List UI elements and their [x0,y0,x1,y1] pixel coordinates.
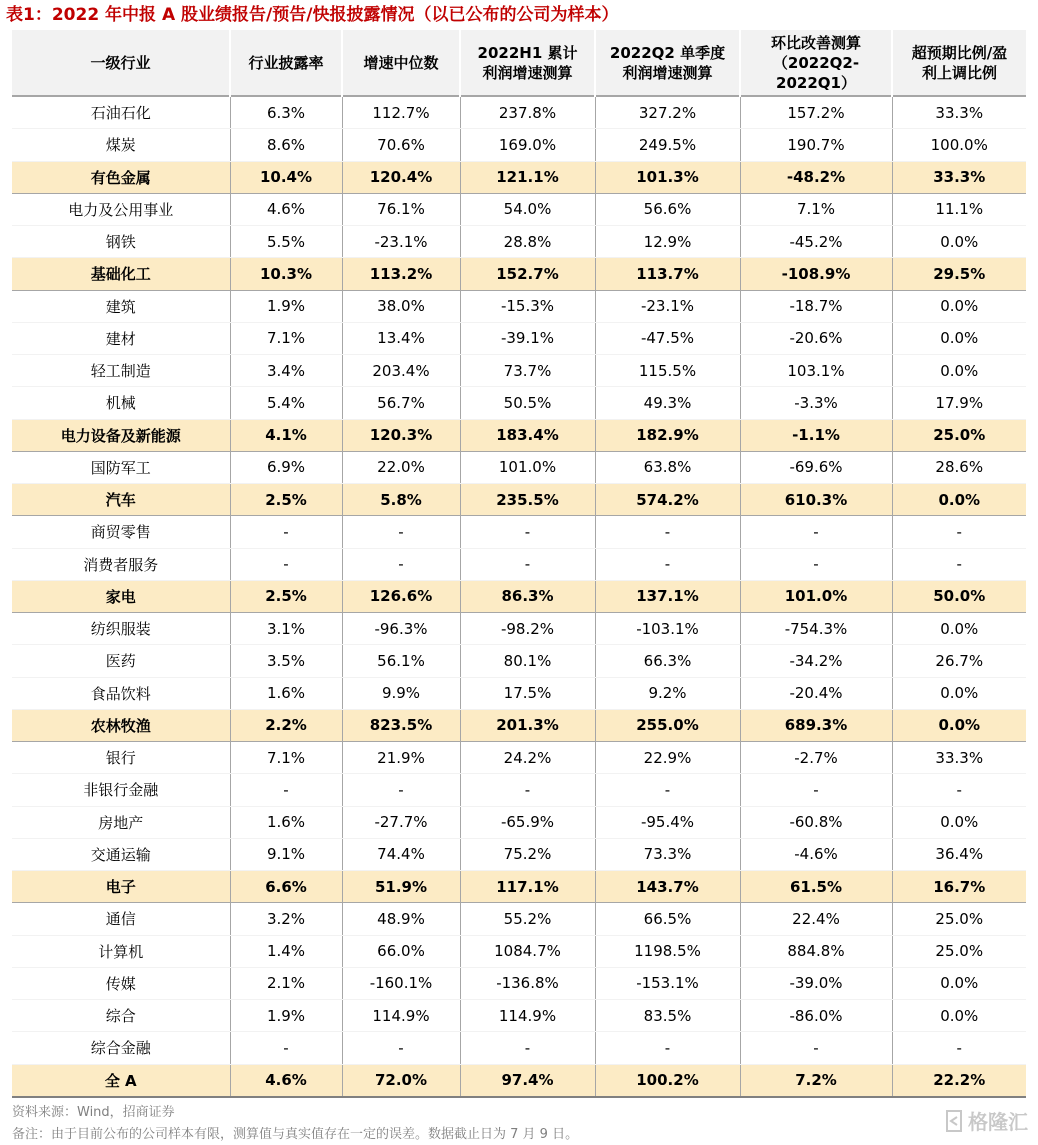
table-row [12,806,1026,838]
value-cell: 823.5% [342,709,460,741]
value-cell: -20.6% [740,322,892,354]
value-cell: 33.3% [892,742,1026,774]
value-cell: 190.7% [740,129,892,161]
value-cell: 66.5% [595,903,740,935]
value-cell: 4.1% [230,419,342,451]
industry-name-cell: 纺织服装 [12,613,230,645]
value-cell: 7.1% [230,742,342,774]
value-cell: -45.2% [740,226,892,258]
value-cell: 1198.5% [595,935,740,967]
table-row [12,96,1026,129]
value-cell: - [230,774,342,806]
value-cell: 24.2% [460,742,595,774]
value-cell: 54.0% [460,193,595,225]
value-cell: 76.1% [342,193,460,225]
value-cell: 1.4% [230,935,342,967]
industry-name-cell: 建材 [12,322,230,354]
industry-name-cell: 消费者服务 [12,548,230,580]
value-cell: -86.0% [740,1000,892,1032]
value-cell: 70.6% [342,129,460,161]
industry-name-cell: 医药 [12,645,230,677]
column-header-industry: 一级行业 [12,30,230,96]
value-cell: - [740,548,892,580]
value-cell: 884.8% [740,935,892,967]
column-header-disclosure-rate: 行业披露率 [230,30,342,96]
value-cell: 4.6% [230,1064,342,1097]
value-cell: 22.0% [342,451,460,483]
value-cell: 74.4% [342,838,460,870]
value-cell: - [740,774,892,806]
value-cell: 101.3% [595,161,740,193]
table-row [12,838,1026,870]
value-cell: - [595,1032,740,1064]
table-body [12,96,1026,1097]
value-cell: 235.5% [460,484,595,516]
industry-name-cell: 轻工制造 [12,355,230,387]
industry-name-cell: 非银行金融 [12,774,230,806]
column-header-h1-growth: 2022H1 累计 利润增速测算 [460,30,595,96]
value-cell: 101.0% [740,580,892,612]
value-cell: 83.5% [595,1000,740,1032]
value-cell: 22.9% [595,742,740,774]
industry-name-cell: 汽车 [12,484,230,516]
industry-name-cell: 基础化工 [12,258,230,290]
value-cell: 21.9% [342,742,460,774]
value-cell: 26.7% [892,645,1026,677]
industry-earnings-table [12,30,1026,1098]
value-cell: 10.4% [230,161,342,193]
table-row [12,322,1026,354]
value-cell: - [740,516,892,548]
value-cell: 48.9% [342,903,460,935]
value-cell: 255.0% [595,709,740,741]
table-row [12,1064,1026,1097]
value-cell: 120.4% [342,161,460,193]
value-cell: 38.0% [342,290,460,322]
value-cell: -69.6% [740,451,892,483]
value-cell: -15.3% [460,290,595,322]
value-cell: 3.4% [230,355,342,387]
value-cell: -20.4% [740,677,892,709]
value-cell: - [230,1032,342,1064]
table-row [12,645,1026,677]
value-cell: 137.1% [595,580,740,612]
industry-name-cell: 家电 [12,580,230,612]
value-cell: 5.4% [230,387,342,419]
value-cell: 0.0% [892,355,1026,387]
value-cell: 115.5% [595,355,740,387]
industry-name-cell: 农林牧渔 [12,709,230,741]
value-cell: 0.0% [892,322,1026,354]
value-cell: 10.3% [230,258,342,290]
value-cell: 72.0% [342,1064,460,1097]
value-cell: 75.2% [460,838,595,870]
value-cell: -27.7% [342,806,460,838]
value-cell: -23.1% [342,226,460,258]
value-cell: -754.3% [740,613,892,645]
value-cell: 56.7% [342,387,460,419]
industry-name-cell: 银行 [12,742,230,774]
value-cell: 12.9% [595,226,740,258]
watermark [944,1106,1028,1135]
value-cell: 0.0% [892,484,1026,516]
value-cell: 7.1% [740,193,892,225]
value-cell: 203.4% [342,355,460,387]
value-cell: 0.0% [892,709,1026,741]
value-cell: 6.6% [230,871,342,903]
value-cell: 61.5% [740,871,892,903]
value-cell: 2.5% [230,484,342,516]
value-cell: -48.2% [740,161,892,193]
column-header-median-growth: 增速中位数 [342,30,460,96]
value-cell: 1.9% [230,1000,342,1032]
remark-note: 备注：由于目前公布的公司样本有限，测算值与真实值存在一定的误差。数据截止日为 7 月 9 日。 [12,1127,579,1142]
value-cell: 56.1% [342,645,460,677]
value-cell: 126.6% [342,580,460,612]
industry-name-cell: 建筑 [12,290,230,322]
table-row [12,709,1026,741]
value-cell: 114.9% [342,1000,460,1032]
industry-name-cell: 全 A [12,1064,230,1097]
value-cell: - [230,548,342,580]
value-cell: -34.2% [740,645,892,677]
industry-name-cell: 综合 [12,1000,230,1032]
value-cell: - [460,548,595,580]
value-cell: 13.4% [342,322,460,354]
value-cell: -153.1% [595,967,740,999]
value-cell: 6.3% [230,96,342,129]
table-row [12,226,1026,258]
table-header-row [12,30,1026,96]
value-cell: -23.1% [595,290,740,322]
value-cell: 2.1% [230,967,342,999]
value-cell: 3.1% [230,613,342,645]
value-cell: 7.2% [740,1064,892,1097]
value-cell: -47.5% [595,322,740,354]
value-cell: 25.0% [892,903,1026,935]
value-cell: 237.8% [460,96,595,129]
value-cell: 100.0% [892,129,1026,161]
value-cell: 1.6% [230,677,342,709]
value-cell: 6.9% [230,451,342,483]
value-cell: 66.3% [595,645,740,677]
value-cell: 25.0% [892,419,1026,451]
value-cell: 51.9% [342,871,460,903]
industry-name-cell: 计算机 [12,935,230,967]
value-cell: 1.9% [230,290,342,322]
value-cell: 100.2% [595,1064,740,1097]
value-cell: 7.1% [230,322,342,354]
value-cell: - [595,774,740,806]
value-cell: 0.0% [892,806,1026,838]
table-row [12,903,1026,935]
column-header-beat-ratio: 超预期比例/盈 利上调比例 [892,30,1026,96]
value-cell: 327.2% [595,96,740,129]
value-cell: 17.5% [460,677,595,709]
value-cell: 66.0% [342,935,460,967]
value-cell: - [892,548,1026,580]
value-cell: -136.8% [460,967,595,999]
table-row [12,290,1026,322]
value-cell: 36.4% [892,838,1026,870]
value-cell: - [595,548,740,580]
table-row [12,258,1026,290]
value-cell: 17.9% [892,387,1026,419]
value-cell: 9.1% [230,838,342,870]
value-cell: 0.0% [892,967,1026,999]
table-row [12,935,1026,967]
value-cell: -160.1% [342,967,460,999]
value-cell: 1084.7% [460,935,595,967]
value-cell: - [460,1032,595,1064]
industry-name-cell: 机械 [12,387,230,419]
value-cell: 4.6% [230,193,342,225]
industry-name-cell: 传媒 [12,967,230,999]
industry-name-cell: 煤炭 [12,129,230,161]
table-row [12,484,1026,516]
table-row [12,613,1026,645]
value-cell: -18.7% [740,290,892,322]
table-row [12,1032,1026,1064]
table-row [12,516,1026,548]
value-cell: -39.0% [740,967,892,999]
value-cell: 55.2% [460,903,595,935]
value-cell: 610.3% [740,484,892,516]
table-row [12,871,1026,903]
table-row [12,774,1026,806]
industry-name-cell: 交通运输 [12,838,230,870]
value-cell: 152.7% [460,258,595,290]
value-cell: 0.0% [892,1000,1026,1032]
value-cell: 169.0% [460,129,595,161]
value-cell: -96.3% [342,613,460,645]
table-row [12,419,1026,451]
table-row [12,355,1026,387]
industry-name-cell: 钢铁 [12,226,230,258]
value-cell: 117.1% [460,871,595,903]
value-cell: -60.8% [740,806,892,838]
value-cell: 9.2% [595,677,740,709]
value-cell: 112.7% [342,96,460,129]
value-cell: 201.3% [460,709,595,741]
value-cell: - [342,1032,460,1064]
table-row [12,580,1026,612]
value-cell: 2.2% [230,709,342,741]
value-cell: 11.1% [892,193,1026,225]
value-cell: 121.1% [460,161,595,193]
watermark-text: 格隆汇 [968,1110,1028,1134]
value-cell: 0.0% [892,226,1026,258]
value-cell: - [342,774,460,806]
value-cell: - [342,516,460,548]
industry-name-cell: 有色金属 [12,161,230,193]
value-cell: 22.2% [892,1064,1026,1097]
value-cell: -4.6% [740,838,892,870]
value-cell: 97.4% [460,1064,595,1097]
value-cell: 103.1% [740,355,892,387]
industry-name-cell: 综合金融 [12,1032,230,1064]
value-cell: 3.2% [230,903,342,935]
value-cell: 3.5% [230,645,342,677]
value-cell: 0.0% [892,677,1026,709]
value-cell: - [460,774,595,806]
value-cell: - [342,548,460,580]
value-cell: 0.0% [892,290,1026,322]
value-cell: 73.7% [460,355,595,387]
value-cell: 50.0% [892,580,1026,612]
table-row [12,967,1026,999]
table-row [12,161,1026,193]
value-cell: -65.9% [460,806,595,838]
value-cell: 8.6% [230,129,342,161]
value-cell: 25.0% [892,935,1026,967]
value-cell: - [892,774,1026,806]
value-cell: - [230,516,342,548]
table-title: 表1：2022 年中报 A 股业绩报告/预告/快报披露情况（以已公布的公司为样本） [6,5,619,25]
source-note: 资料来源：Wind，招商证券 [12,1105,175,1120]
value-cell: 80.1% [460,645,595,677]
value-cell: -103.1% [595,613,740,645]
value-cell: 113.2% [342,258,460,290]
value-cell: 33.3% [892,161,1026,193]
value-cell: 0.0% [892,613,1026,645]
value-cell: 182.9% [595,419,740,451]
value-cell: -98.2% [460,613,595,645]
column-header-q2-growth: 2022Q2 单季度 利润增速测算 [595,30,740,96]
value-cell: 86.3% [460,580,595,612]
value-cell: 29.5% [892,258,1026,290]
value-cell: 49.3% [595,387,740,419]
value-cell: -3.3% [740,387,892,419]
value-cell: 120.3% [342,419,460,451]
table-row [12,193,1026,225]
value-cell: 22.4% [740,903,892,935]
value-cell: 2.5% [230,580,342,612]
glh-logo-icon [944,1109,964,1133]
table-row [12,677,1026,709]
industry-name-cell: 国防军工 [12,451,230,483]
industry-name-cell: 电子 [12,871,230,903]
table-row [12,1000,1026,1032]
value-cell: - [460,516,595,548]
table-row [12,548,1026,580]
value-cell: 5.5% [230,226,342,258]
value-cell: 16.7% [892,871,1026,903]
value-cell: - [892,516,1026,548]
value-cell: -95.4% [595,806,740,838]
industry-name-cell: 房地产 [12,806,230,838]
value-cell: 143.7% [595,871,740,903]
value-cell: 114.9% [460,1000,595,1032]
value-cell: 1.6% [230,806,342,838]
value-cell: 574.2% [595,484,740,516]
value-cell: 5.8% [342,484,460,516]
value-cell: 9.9% [342,677,460,709]
table-row [12,387,1026,419]
industry-name-cell: 商贸零售 [12,516,230,548]
column-header-qoq-improvement: 环比改善测算 （2022Q2- 2022Q1） [740,30,892,96]
industry-name-cell: 电力设备及新能源 [12,419,230,451]
value-cell: - [892,1032,1026,1064]
value-cell: -1.1% [740,419,892,451]
value-cell: 183.4% [460,419,595,451]
value-cell: - [740,1032,892,1064]
value-cell: -108.9% [740,258,892,290]
value-cell: 689.3% [740,709,892,741]
table-row [12,742,1026,774]
value-cell: 157.2% [740,96,892,129]
value-cell: 249.5% [595,129,740,161]
value-cell: 56.6% [595,193,740,225]
value-cell: 33.3% [892,96,1026,129]
industry-name-cell: 食品饮料 [12,677,230,709]
value-cell: -39.1% [460,322,595,354]
value-cell: 28.6% [892,451,1026,483]
value-cell: -2.7% [740,742,892,774]
value-cell: 73.3% [595,838,740,870]
value-cell: 63.8% [595,451,740,483]
industry-name-cell: 石油石化 [12,96,230,129]
value-cell: 28.8% [460,226,595,258]
industry-name-cell: 电力及公用事业 [12,193,230,225]
value-cell: 50.5% [460,387,595,419]
value-cell: 101.0% [460,451,595,483]
value-cell: - [595,516,740,548]
table-row [12,451,1026,483]
industry-name-cell: 通信 [12,903,230,935]
table-row [12,129,1026,161]
value-cell: 113.7% [595,258,740,290]
